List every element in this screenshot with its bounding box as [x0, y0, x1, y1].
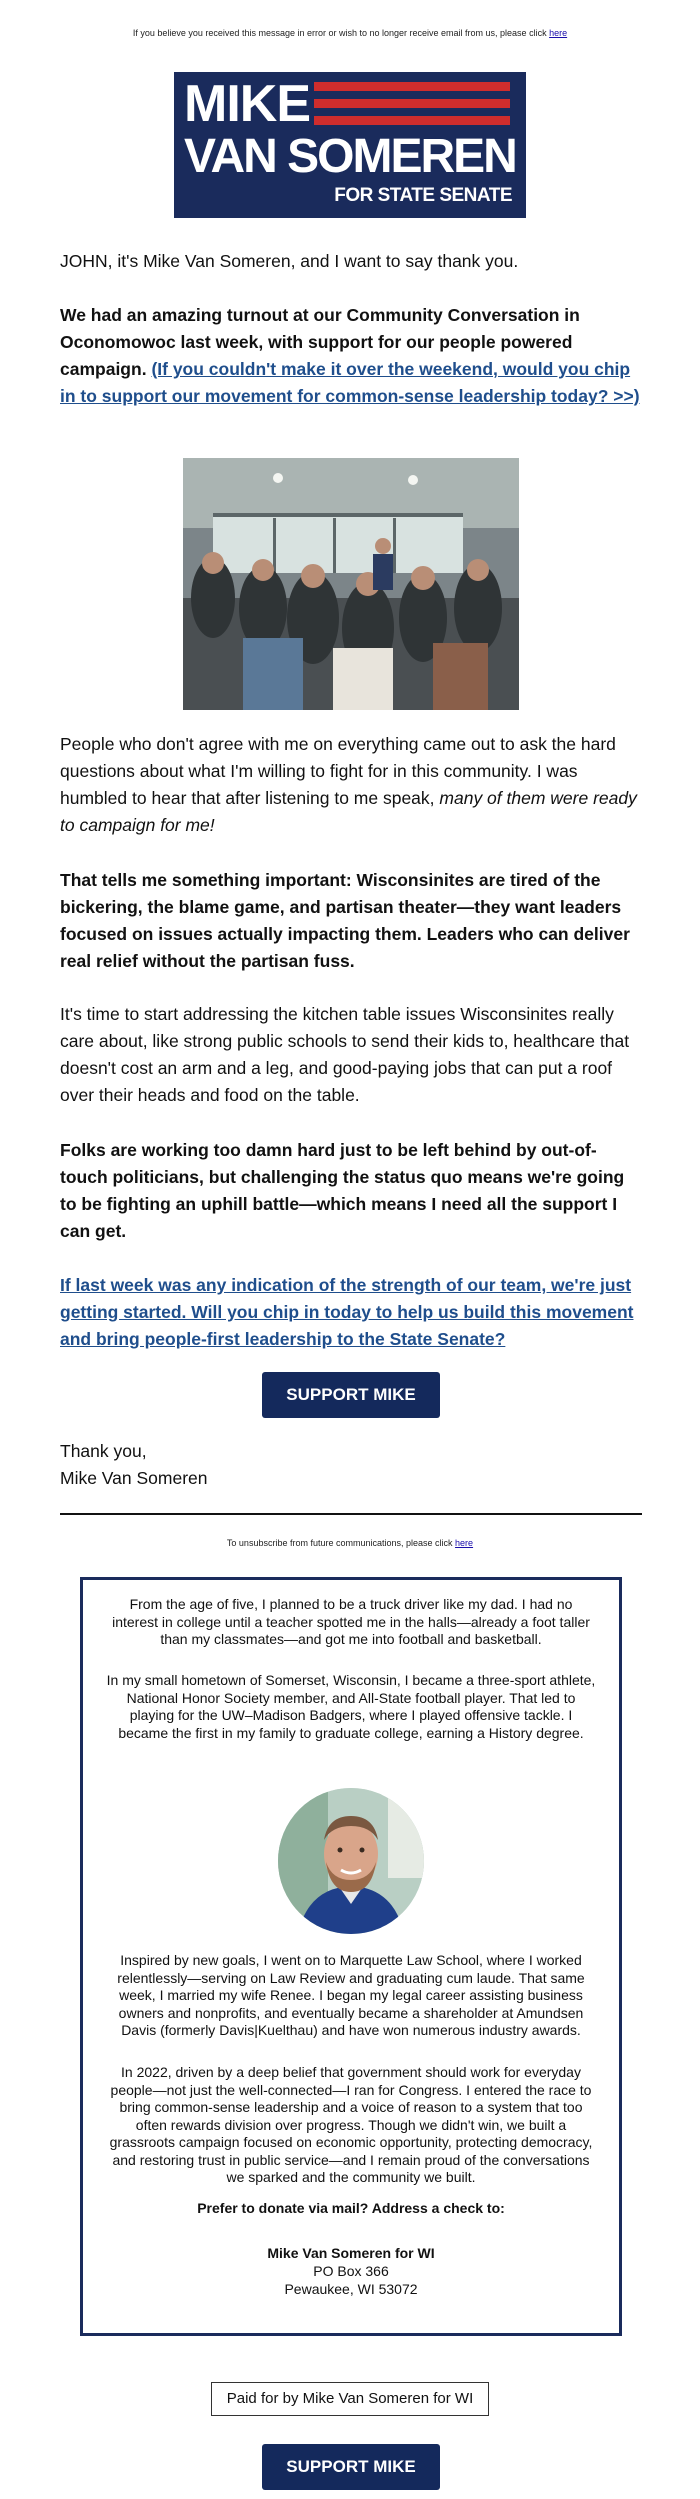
signoff [60, 1438, 208, 1492]
paragraph-kitchen-table: It's time to start addressing the kitchen table issues Wisconsinites really care about, like strong public schools to send their kids to, healthcare that doesn't cost an arm and a leg, and good-paying jobs that can put a roof over their heads and food on the table. [60, 1004, 630, 1105]
donate-link-state-senate[interactable]: If last week was any indication of the strength of our team, we're just getting started. Will you chip in today to help us build this movement and bring people-first leadership to the State Senate? [60, 1275, 634, 1349]
mail-donation-heading: Prefer to donate via mail? Address a check to: [197, 2200, 505, 2216]
logo-stripe [314, 82, 510, 91]
address-line1: PO Box 366 [313, 2263, 389, 2279]
paid-for-disclaimer: Paid for by Mike Van Someren for WI [211, 2382, 489, 2416]
support-mike-button-footer[interactable]: SUPPORT MIKE [262, 2444, 440, 2490]
greeting: JOHN, it's Mike Van Someren, and I want to say thank you. [60, 251, 519, 271]
top-notice [0, 28, 700, 38]
unsubscribe-link[interactable]: here [455, 1538, 474, 1548]
turnout-text: We had an amazing turnout at our Community Conversation in Oconomowoc last week, with support for our people powered campaign. [60, 305, 580, 379]
address-line2: Pewaukee, WI 53072 [284, 2281, 418, 2297]
bio-paragraph-congress: In 2022, driven by a deep belief that government should work for everyday people—not just the well-connected—I ran for Congress. I entered the race to bring common-sense leadership and a voice of reason to a system that too often rewards division over progress. Though we didn't win, we built a grassroots campaign focused on economic opportunity, protecting democracy, and restoring trust in public service—and I remain proud of the conversations we sparked and the community we built. [109, 2064, 593, 2185]
signoff-text: Thank you, [60, 1441, 147, 1461]
donate-link-turnout[interactable]: (If you couldn't make it over the weekend, would you chip in to support our movement for common-sense leadership today? >>) [60, 359, 640, 406]
paragraph-donate-link [60, 1272, 642, 1353]
paragraph-something-important: That tells me something important: Wisconsinites are tired of the bickering, the blame game, and partisan theater—they want leaders focused on issues actually impacting them. Leaders who can deliver real relief without the partisan fuss. [60, 870, 630, 971]
address-name: Mike Van Someren for WI [267, 2245, 435, 2261]
event-photo-image [183, 458, 519, 710]
paragraph-turnout [60, 302, 642, 410]
event-photo[interactable] [183, 458, 519, 710]
support-mike-button[interactable]: SUPPORT MIKE [262, 1372, 440, 1418]
divider [60, 1513, 642, 1515]
bio-paragraph-somerset: In my small hometown of Somerset, Wisconsin, I became a three-sport athlete, National Honor Society member, and All-State football player. That led to playing for the UW–Madison Badgers, where I played offensive tackle. I became the first in my family to graduate college, earning a History degree. [106, 1672, 596, 1741]
bio-paragraph-childhood: From the age of five, I planned to be a truck driver like my dad. I had no interest in college until a teacher spotted me in the halls—already a foot taller than my classmates—and got me into football and basketball. [112, 1596, 590, 1647]
top-unsubscribe-link[interactable]: here [549, 28, 568, 38]
top-notice-text: If you believe you received this message in error or wish to no longer receive email from us, please click [132, 28, 547, 38]
headshot [278, 1788, 424, 1934]
signature: Mike Van Someren [60, 1468, 208, 1488]
logo-line2: VAN SOMEREN [184, 130, 516, 183]
logo-line1: MIKE [184, 75, 310, 133]
headshot-image [278, 1788, 424, 1934]
bio-box [80, 1577, 622, 2336]
logo-line3: FOR STATE SENATE [334, 185, 512, 206]
logo-stripe [314, 99, 510, 108]
bio-paragraph-law-school: Inspired by new goals, I went on to Marquette Law School, where I worked relentlessly—serving on Law Review and graduating cum laude. That same week, I married my wife Renee. I began my legal career assisting business owners and nonprofits, and eventually became a shareholder at Amundsen Davis (formerly Davis|Kuelthau) and have won numerous industry awards. [117, 1952, 585, 2038]
campaign-quote: many of them were ready to campaign for me! [60, 788, 637, 835]
unsubscribe-text: To unsubscribe from future communications, please click [226, 1538, 453, 1548]
campaign-logo[interactable] [174, 72, 526, 218]
paragraph-uphill-battle: Folks are working too damn hard just to be left behind by out-of-touch politicians, but challenging the status quo means we're going to be fighting an uphill battle—which means I need all the support I can get. [60, 1140, 625, 1241]
logo-stripe [314, 116, 510, 125]
unsubscribe-notice [0, 1538, 700, 1548]
hard-questions-text: People who don't agree with me on everything came out to ask the hard questions about what I'm willing to fight for in this community. I was humbled to hear that after listening to me speak, [60, 734, 616, 808]
paragraph-hard-questions [60, 731, 642, 839]
